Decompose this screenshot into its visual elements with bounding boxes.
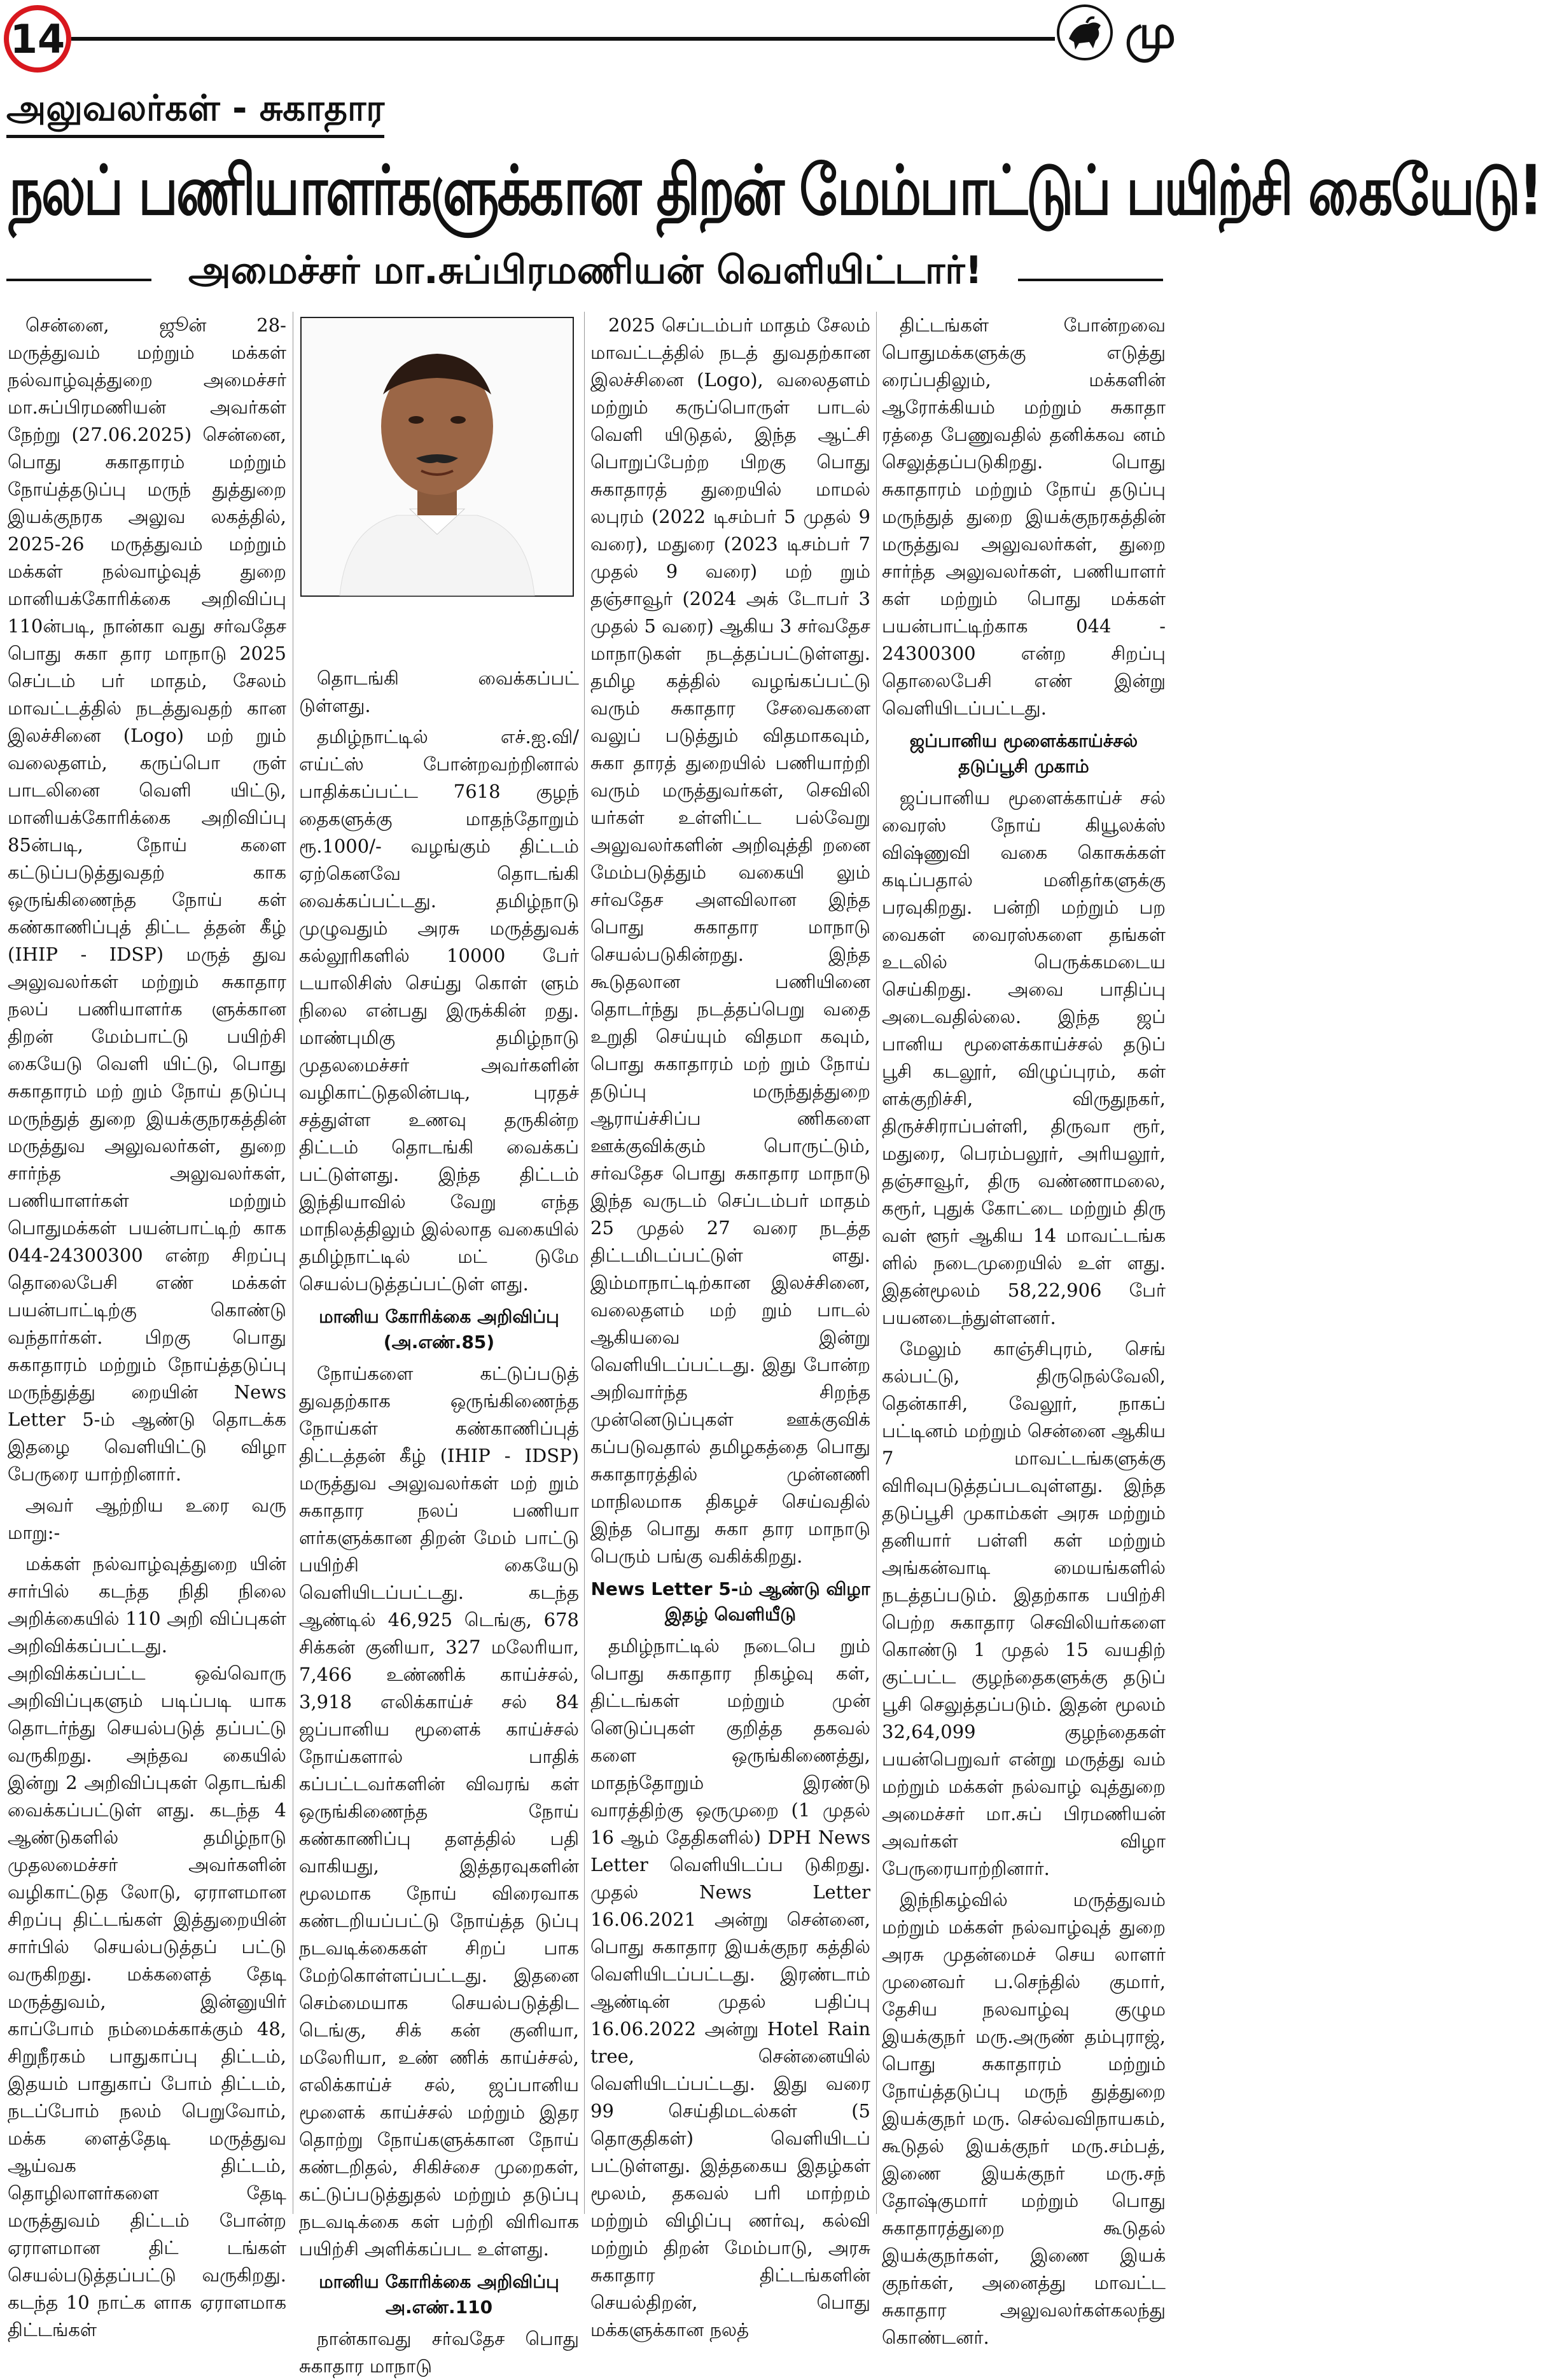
- paragraph: அவர் ஆற்றிய உரை வரு மாறு:-: [8, 1494, 286, 1543]
- headline: நலப் பணியாளர்களுக்கான திறன் மேம்பாட்டுப் பயிற்சி கையேடு!: [9, 150, 1541, 231]
- page-header: [0, 0, 1176, 83]
- subheading-85-title: மானிய கோரிக்கை அறிவிப்பு: [319, 1306, 559, 1327]
- subheading-110-title: மானிய கோரிக்கை அறிவிப்பு: [319, 2271, 559, 2292]
- paragraph: திட்டங்கள் போன்றவை பொதுமக்களுக்கு எடுத்து ரைப்பதிலும், மக்களின் ஆரோக்கியம் மற்றும் சுகாதா ரத்தை பேணுவதில் தனிக்கவ னம் செலுத்தப்படுகிறது. பொது சுகாதாரம் மற்றும் நோய் தடுப்பு மருந்துத் துறை இயக்குநரகத்தின் மருத்துவ அலுவலர்கள், துறை சார்ந்த அலுவலர்கள், பணியாளர் கள் மற்றும் பொது மக்கள் பயன்பாட்டிற்காக 044 - 24300300 என்ற சிறப்பு தொலைபேசி எண் இன்று வெளியிடப்பட்டது.: [882, 314, 1166, 719]
- paragraph: இந்நிகழ்வில் மருத்துவம் மற்றும் மக்கள் நல்வாழ்வுத் துறை அரசு முதன்மைச் செய லாளர் முனைவர் ப.செந்தில் குமார், தேசிய நலவாழ்வு குழும இயக்குநர் மரு.அருண் தம்புராஜ், பொது சுகாதாரம் மற்றும் நோய்த்தடுப்பு மருந் துத்துறை இயக்குநர் மரு. செல்வவிநாயகம், கூடுதல் இயக்குநர் மரு.சம்பத், இணை இயக்குநர் மரு.சந் தோஷ்குமார் மற்றும் பொது சுகாதாரத்துறை கூடுதல் இயக்குநர்கள், இணை இயக் குநர்கள், அனைத்து மாவட்ட சுகாதார அலுவலர்கள்கலந்து கொண்டனர்.: [882, 1889, 1166, 2348]
- subheadline-rule-right: [1018, 279, 1163, 281]
- minister-photo: [300, 317, 574, 597]
- paragraph: மேலும் காஞ்சிபுரம், செங் கல்பட்டு, திருநெல்வேலி, தென்காசி, வேலூர், நாகப் பட்டினம் மற்றும் சென்னை ஆகிய 7 மாவட்டங்களுக்கு விரிவுபடுத்தப்படவுள்ளது. இந்த தடுப்பூசி முகாம்கள் அரசு மற்றும் தனியார் பள்ளி கள் மற்றும் அங்கன்வாடி மையங்களில் நடத்தப்படும். இதற்காக பயிற்சி பெற்ற சுகாதார செவிலியர்களை கொண்டு 1 முதல் 15 வயதிற் குட்பட்ட குழந்தைகளுக்கு தடுப் பூசி செலுத்தப்படும். இதன் மூலம் 32,64,099 குழந்தைகள் பயன்பெறுவர் என்று மருத்து வம் மற்றும் மக்கள் நல்வாழ் வுத்துறை அமைச்சர் மா.சுப் பிரமணியன் அவர்கள் விழா பேருரையாற்றினார்.: [882, 1338, 1166, 1879]
- masthead-text: மு: [1125, 5, 1176, 59]
- paragraph: தமிழ்நாட்டில் எச்.ஐ.வி/ எய்ட்ஸ் போன்றவற்றினால் பாதிக்கப்பட்ட 7618 குழந் தைகளுக்கு மாதந்தோறும் ரூ.1000/- வழங்கும் திட்டம் ஏற்கெனவே தொடங்கி வைக்கப்பட்டது. தமிழ்நாடு முழுவதும் அரசு மருத்துவக் கல்லூரிகளில் 10000 பேர் டயாலிசிஸ் செய்து கொள் ளும் நிலை என்பது இருக்கின் றது. மாண்புமிகு தமிழ்நாடு முதலமைச்சர் அவர்களின் வழிகாட்டுதலின்படி, புரதச் சத்துள்ள உணவு தருகின்ற திட்டம் தொடங்கி வைக்கப் பட்டுள்ளது. இந்த திட்டம் இந்தியாவில் வேறு எந்த மாநிலத்திலும் இல்லாத வகையில் தமிழ்நாட்டில் மட் டுமே செயல்படுத்தப்பட்டுள் ளது.: [299, 726, 579, 1295]
- article-column-3: [590, 312, 870, 2341]
- subheading-110: [299, 2269, 579, 2320]
- subheading-85-number: (அ.எண்.85): [383, 1332, 495, 1353]
- subheading-85: [299, 1304, 579, 1355]
- paragraph: மக்கள் நல்வாழ்வுத்துறை யின் சார்பில் கடந்த நிதி நிலை அறிக்கையில் 110 அறி விப்புகள் அறிவிக்கப்பட்டது. அறிவிக்கப்பட்ட ஒவ்வொரு அறிவிப்புகளும் படிப்படி யாக தொடர்ந்து செயல்படுத் தப்பட்டு வருகிறது. அந்தவ கையில் இன்று 2 அறிவிப்புகள் தொடங்கி வைக்கப்பட்டுள் ளது. கடந்த 4 ஆண்டுகளில் தமிழ்நாடு முதலமைச்சர் அவர்களின் வழிகாட்டுத லோடு, ஏராளமான சிறப்பு திட்டங்கள் இத்துறையின் சார்பில் செயல்படுத்தப் பட்டு வருகிறது. மக்களைத் தேடி மருத்துவம், இன்னுயிர் காப்போம் நம்மைக்காக்கும் 48, சிறுநீரகம் பாதுகாப்பு திட்டம், இதயம் பாதுகாப் போம் திட்டம், நடப்போம் நலம் பெறுவோம், மக்க ளைத்தேடி மருத்துவ ஆய்வக திட்டம், தொழிலாளர்களை தேடி மருத்துவம் திட்டம் போன்ற ஏராளமான திட் டங்கள் செயல்படுத்தப்பட்டு வருகிறது. கடந்த 10 நாட்க ளாக ஏராளமாக திட்டங்கள்: [8, 1553, 286, 2341]
- subheading-newsletter: News Letter 5-ம் ஆண்டு விழா இதழ் வெளியீடு: [590, 1578, 870, 1625]
- page-number-badge: [4, 5, 71, 73]
- article-column-2: [299, 665, 579, 2377]
- subheadline-rule-left: [6, 279, 151, 281]
- bull-emblem-icon: [1056, 4, 1113, 61]
- header-rule: [71, 37, 1055, 41]
- column-divider: [876, 312, 877, 2214]
- subheading-110-number: அ.எண்.110: [385, 2297, 493, 2318]
- column-divider: [584, 312, 585, 2214]
- subheading-japanese-encephalitis: ஜப்பானிய மூளைக்காய்ச்சல் தடுப்பூசி முகாம்: [909, 730, 1138, 777]
- article-column-4: [882, 312, 1166, 2348]
- paragraph: நான்காவது சர்வதேச பொது சுகாதார மாநாடு: [299, 2328, 579, 2377]
- paragraph: 2025 செப்டம்பர் மாதம் சேலம் மாவட்டத்தில் நடத் துவதற்கான இலச்சினை (Logo), வலைதளம் மற்றும் கருப்பொருள் பாடல் வெளி யிடுதல், இந்த ஆட்சி பொறுப்பேற்ற பிறகு பொது சுகாதாரத் துறையில் மாமல் லபுரம் (2022 டிசம்பர் 5 முதல் 9 வரை), மதுரை (2023 டிசம்பர் 7 முதல் 9 வரை) மற் றும் தஞ்சாவூர் (2024 அக் டோபர் 3 முதல் 5 வரை) ஆகிய 3 சர்வதேச மாநாடுகள் நடத்தப்பட்டுள்ளது. தமிழ கத்தில் வழங்கப்பட்டு வரும் சுகாதார சேவைகளை வலுப் படுத்தும் விதமாகவும், சுகா தாரத் துறையில் பணியாற்றி வரும் மருத்துவர்கள், செவிலி யர்கள் உள்ளிட்ட பல்வேறு அலுவலர்களின் அறிவுத்தி றனை மேம்படுத்தும் வகையி லும் சர்வதேச அளவிலான இந்த பொது சுகாதார மாநாடு செயல்படுகின்றது. இந்த கூடுதலான பணியினை தொடர்ந்து நடத்தப்பெறு வதை உறுதி செய்யும் விதமா கவும், பொது சுகாதாரம் மற் றும் நோய் தடுப்பு மருந்துத்துறை ஆராய்ச்சிப்ப ணிகளை ஊக்குவிக்கும் பொருட்டும், சர்வதேச பொது சுகாதார மாநாடு இந்த வருடம் செப்டம்பர் மாதம் 25 முதல் 27 வரை நடத்த திட்டமிடப்பட்டுள் ளது. இம்மாநாட்டிற்கான இலச்சினை, வலைதளம் மற் றும் பாடல் ஆகியவை இன்று வெளியிடப்பட்டது. இது போன்ற அறிவார்ந்த சிறந்த முன்னெடுப்புகள் ஊக்குவிக் கப்படுவதால் தமிழகத்தை பொது சுகாதாரத்தில் முன்னணி மாநிலமாக திகழச் செய்வதில் இந்த பொது சுகா தார மாநாடு பெரும் பங்கு வகிக்கிறது.: [590, 314, 870, 1567]
- section-label: அலுவலர்கள் - சுகாதார: [6, 88, 384, 138]
- paragraph: ஜப்பானிய மூளைக்காய்ச் சல் வைரஸ் நோய் கியூலக்ஸ் விஷ்ணுவி வகை கொசுக்கள் கடிப்பதால் மனிதர்களுக்கு பரவுகிறது. பன்றி மற்றும் பற வைகள் வைரஸ்களை தங்கள் உடலில் பெருக்கமடைய செய்கிறது. அவை பாதிப்பு அடைவதில்லை. இந்த ஜப் பானிய மூளைக்காய்ச்சல் தடுப் பூசி கடலூர், விழுப்புரம், கள் ளக்குறிச்சி, விருதுநகர், திருச்சிராப்பள்ளி, திருவா ரூர், மதுரை, பெரம்பலூர், அரியலூர், தஞ்சாவூர், திரு வண்ணாமலை, கரூர், புதுக் கோட்டை மற்றும் திரு வள் ளூர் ஆகிய 14 மாவட்டங்க ளில் நடைமுறையில் உள் ளது. இதன்மூலம் 58,22,906 பேர் பயனடைந்துள்ளனர்.: [882, 787, 1166, 1328]
- subheadline: அமைச்சர் மா.சுப்பிரமணியன் வெளியிட்டார்!: [188, 248, 982, 293]
- paragraph: சென்னை, ஜூன் 28- மருத்துவம் மற்றும் மக்கள் நல்வாழ்வுத்துறை அமைச்சர் மா.சுப்பிரமணியன் அவர்கள் நேற்று (27.06.2025) சென்னை, பொது சுகாதாரம் மற்றும் நோய்த்தடுப்பு மருந் துத்துறை இயக்குநரக அலுவ லகத்தில், 2025-26 மருத்துவம் மற்றும் மக்கள் நல்வாழ்வுத் துறை மானியக்கோரிக்கை அறிவிப்பு 110ன்படி, நான்கா வது சர்வதேச பொது சுகா தார மாநாடு 2025 செப்டம் பர் மாதம், சேலம் மாவட்டத்தில் நடத்துவதற் கான இலச்சினை (Logo) மற் றும் வலைதளம், கருப்பொ ருள் பாடலினை வெளி யிட்டு, மானியக்கோரிக்கை அறிவிப்பு 85ன்படி, நோய் களை கட்டுப்படுத்துவதற் காக ஒருங்கிணைந்த நோய் கள் கண்காணிப்புத் திட்ட த்தன் கீழ் (IHIP - IDSP) மருத் துவ அலுவலர்கள் மற்றும் சுகாதார நலப் பணியாளர்க ளுக்கான திறன் மேம்பாட்டு பயிற்சி கையேடு வெளி யிட்டு, பொது சுகாதாரம் மற் றும் நோய் தடுப்பு மருந்துத் துறை இயக்குநரகத்தின் மருத்துவ அலுவலர்கள், துறை சார்ந்த அலுவலர்கள், பணியாளர்கள் மற்றும் பொதுமக்கள் பயன்பாட்டிற் காக 044-24300300 என்ற சிறப்பு தொலைபேசி எண் மக்கள் பயன்பாட்டிற்கு கொண்டு வந்தார்கள். பிறகு பொது சுகாதாரம் மற்றும் நோய்த்தடுப்பு மருந்துத்து றையின் News Letter 5-ம் ஆண்டு தொடக்க இதழை வெளியிட்டு விழா பேருரை யாற்றினார்.: [8, 314, 286, 1485]
- paragraph: தமிழ்நாட்டில் நடைபெ றும் பொது சுகாதார நிகழ்வு கள், திட்டங்கள் மற்றும் முன் னெடுப்புகள் குறித்த தகவல் களை ஒருங்கிணைத்து, மாதந்தோறும் இரண்டு வாரத்திற்கு ஒருமுறை (1 முதல் 16 ஆம் தேதிகளில்) DPH News Letter வெளியிடப்ப டுகிறது. முதல் News Letter 16.06.2021 அன்று சென்னை, பொது சுகாதார இயக்குநர கத்தில் வெளியிடப்பட்டது. இரண்டாம் ஆண்டின் முதல் பதிப்பு 16.06.2022 அன்று Hotel Rain tree, சென்னையில் வெளியிடப்பட்டது. இது வரை 99 செய்திமடல்கள் (5 தொகுதிகள்) வெளியிடப் பட்டுள்ளது. இத்தகைய இதழ்கள் மூலம், தகவல் பரி மாற்றம் மற்றும் விழிப்பு ணர்வு, கல்வி மற்றும் திறன் மேம்பாடு, அரசு சுகாதார திட்டங்களின் செயல்திறன், பொது மக்களுக்கான நலத்: [590, 1635, 870, 2341]
- paragraph: தொடங்கி வைக்கப்பட் டுள்ளது.: [299, 667, 579, 716]
- page-number: 14: [10, 15, 66, 62]
- minister-portrait-icon: [302, 318, 573, 595]
- article-column-1: [8, 312, 286, 2341]
- paragraph: நோய்களை கட்டுப்படுத் துவதற்காக ஒருங்கிணைந்த நோய்கள் கண்காணிப்புத் திட்டத்தன் கீழ் (IHIP - IDSP) மருத்துவ அலுவலர்கள் மற் றும் சுகாதார நலப் பணியா ளர்களுக்கான திறன் மேம் பாட்டு பயிற்சி கையேடு வெளியிடப்பட்டது. கடந்த ஆண்டில் 46,925 டெங்கு, 678 சிக்கன் குனியா, 327 மலேரியா, 7,466 உண்ணிக் காய்ச்சல், 3,918 எலிக்காய்ச் சல் 84 ஜப்பானிய மூளைக் காய்ச்சல் நோய்களால் பாதிக் கப்பட்டவர்களின் விவரங் கள் ஒருங்கிணைந்த நோய் கண்காணிப்பு தளத்தில் பதி வாகியது, இத்தரவுகளின் மூலமாக நோய் விரைவாக கண்டறியப்பட்டு நோய்த்த டுப்பு நடவடிக்கைகள் சிறப் பாக மேற்கொள்ளப்பட்டது. இதனை செம்மையாக செயல்படுத்திட டெங்கு, சிக் கன் குனியா, மலேரியா, உண் ணிக் காய்ச்சல், எலிக்காய்ச் சல், ஜப்பானிய மூளைக் காய்ச்சல் மற்றும் இதர தொற்று நோய்களுக்கான நோய் கண்டறிதல், சிகிச்சை முறைகள், கட்டுப்படுத்துதல் மற்றும் தடுப்பு நடவடிக்கை கள் பற்றி விரிவாக பயிற்சி அளிக்கப்பட உள்ளது.: [299, 1363, 579, 2260]
